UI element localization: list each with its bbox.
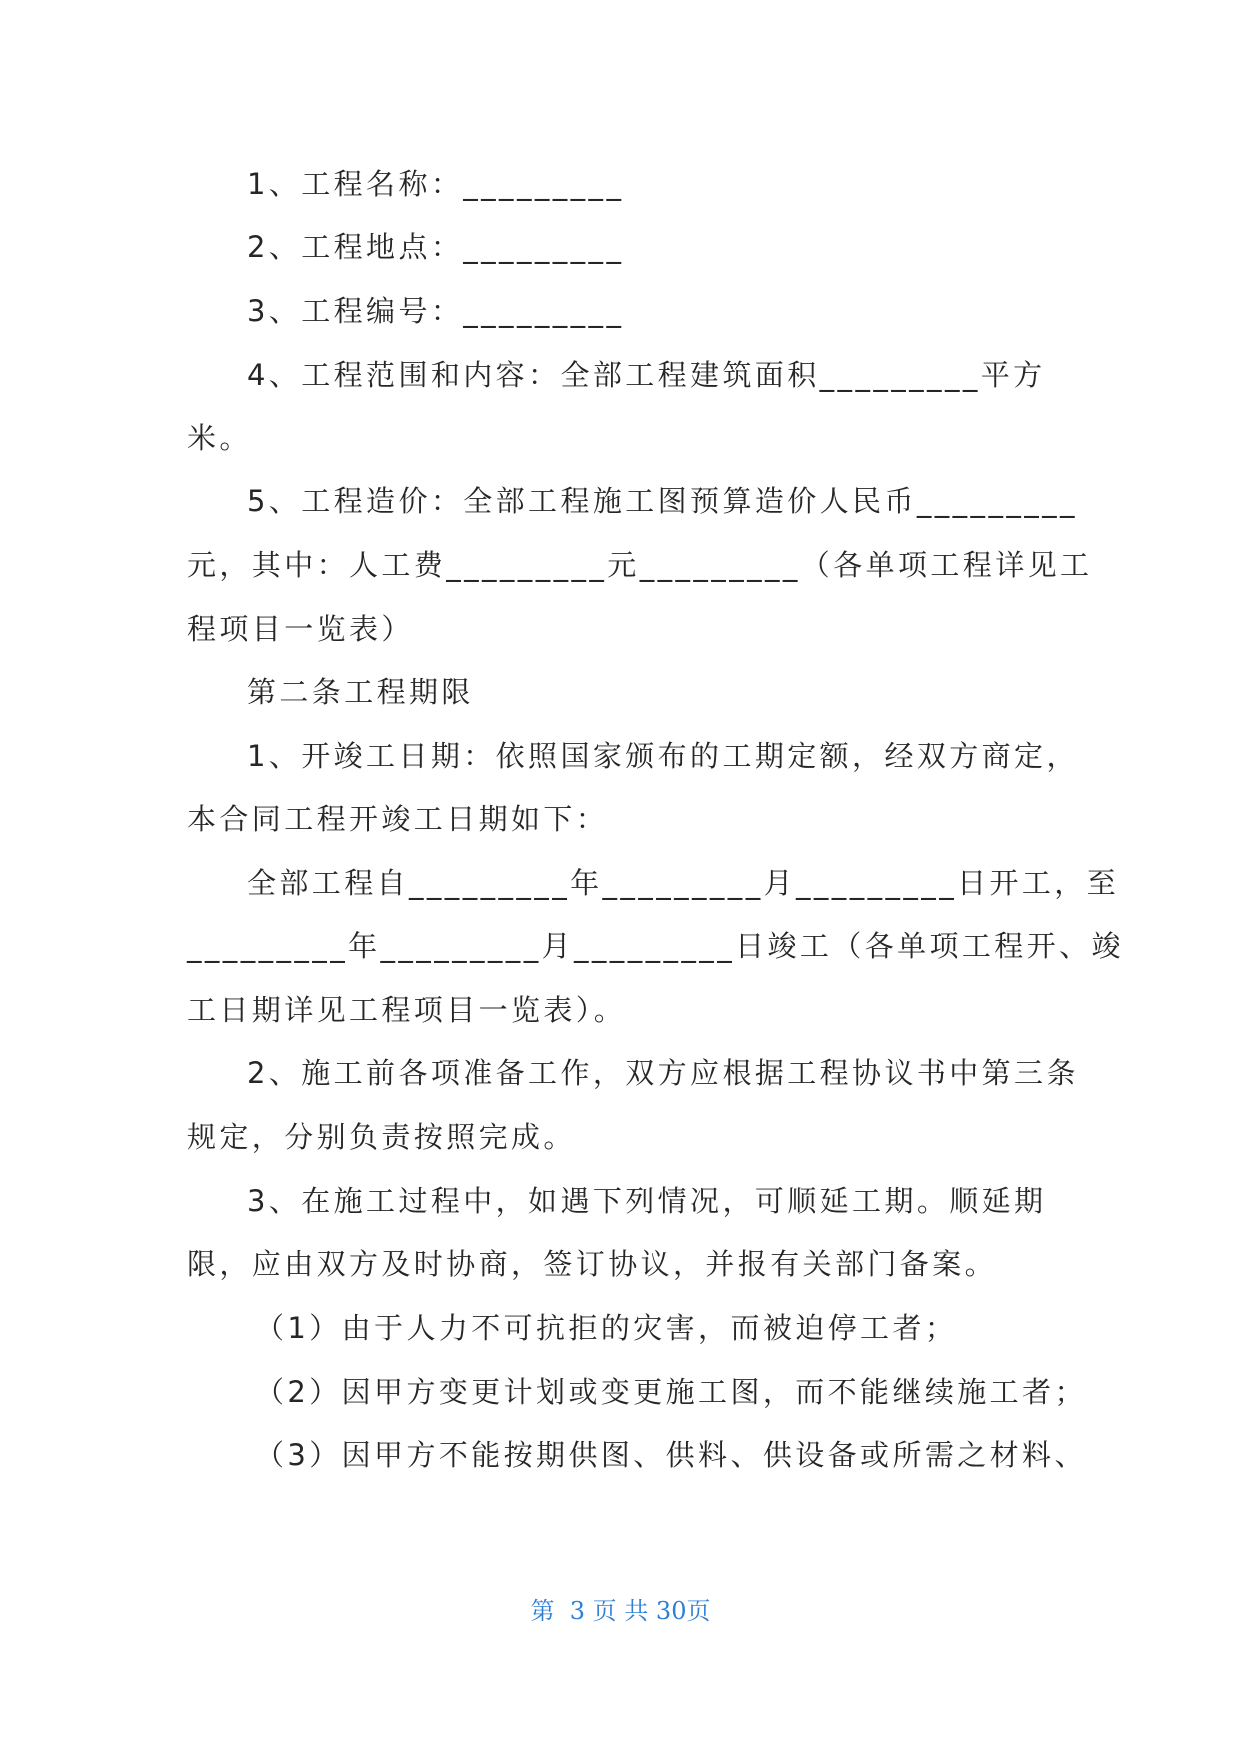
item-preparation: 2、施工前各项准备工作，双方应根据工程协议书中第三条 bbox=[247, 1056, 1079, 1090]
sub-item-1: （1）由于人力不可抗拒的灾害，而被迫停工者； bbox=[255, 1311, 958, 1345]
item-project-cost: 5、工程造价：全部工程施工图预算造价人民币_________ bbox=[247, 484, 1078, 518]
item-project-name: 1、工程名称：_________ bbox=[247, 167, 625, 201]
item-full-schedule-cont-2: 工日期详见工程项目一览表）。 bbox=[187, 993, 627, 1027]
item-project-location: 2、工程地点：_________ bbox=[247, 230, 625, 264]
sub-item-3: （3）因甲方不能按期供图、供料、供设备或所需之材料、 bbox=[255, 1438, 1087, 1472]
item-start-end-date: 1、开竣工日期：依照国家颁布的工期定额，经双方商定， bbox=[247, 739, 1079, 773]
item-project-cost-cont: 元，其中：人工费_________元_________（各单项工程详见工 bbox=[187, 548, 1093, 582]
item-start-end-date-cont: 本合同工程开竣工日期如下： bbox=[187, 802, 609, 836]
item-full-schedule: 全部工程自_________年_________月_________日开工，至 bbox=[247, 866, 1120, 900]
item-project-number: 3、工程编号：_________ bbox=[247, 294, 625, 328]
sub-item-2: （2）因甲方变更计划或变更施工图，而不能继续施工者； bbox=[255, 1375, 1087, 1409]
page-number-footer: 第 3 页 共 30页 bbox=[530, 1597, 711, 1625]
item-extension-cont: 限，应由双方及时协商，签订协议，并报有关部门备案。 bbox=[187, 1247, 998, 1281]
section-heading-term: 第二条工程期限 bbox=[247, 675, 474, 709]
item-project-cost-cont-2: 程项目一览表） bbox=[187, 612, 414, 646]
item-full-schedule-cont: _________年_________月_________日竣工（各单项工程开、竣 bbox=[187, 929, 1124, 963]
item-extension: 3、在施工过程中，如遇下列情况，可顺延工期。顺延期 bbox=[247, 1184, 1047, 1218]
item-project-scope: 4、工程范围和内容：全部工程建筑面积_________平方 bbox=[247, 358, 1046, 392]
item-project-scope-cont: 米。 bbox=[187, 421, 252, 455]
item-preparation-cont: 规定，分别负责按照完成。 bbox=[187, 1120, 576, 1154]
